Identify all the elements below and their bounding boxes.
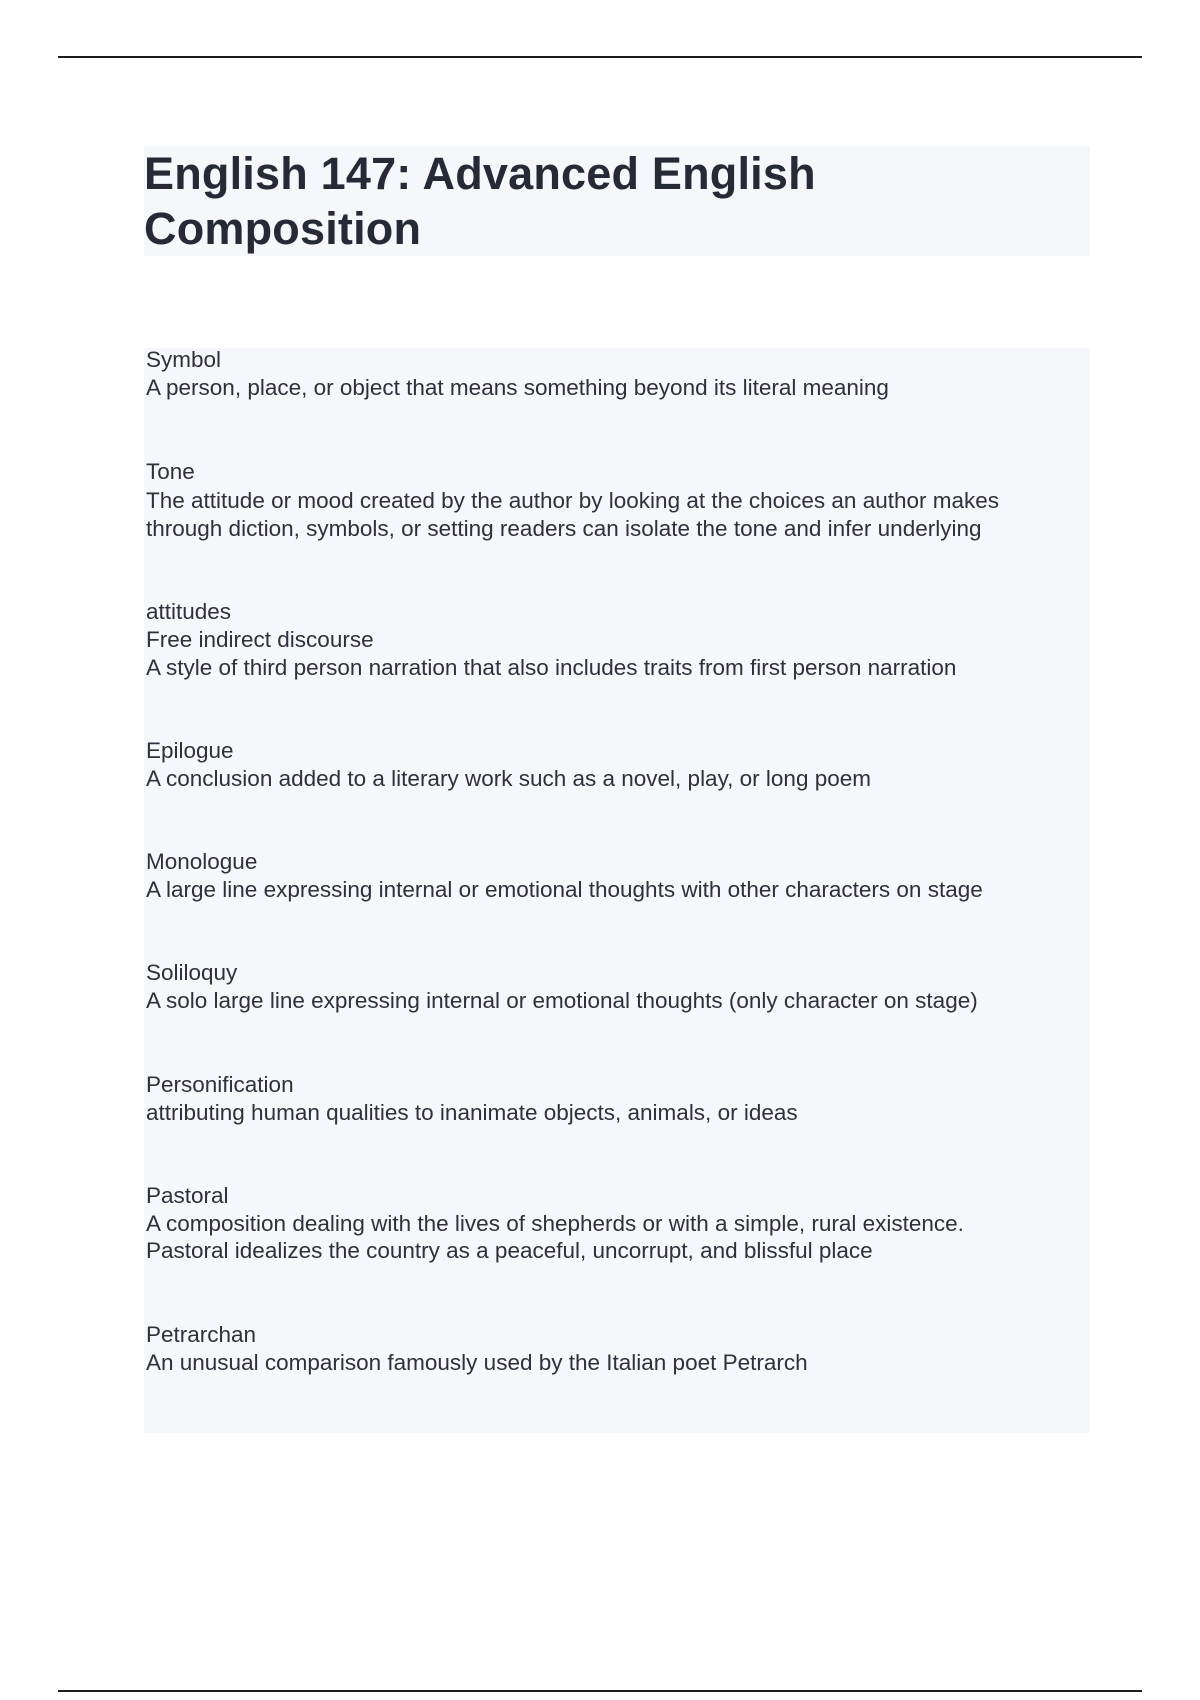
definition-free-indirect-discourse: A style of third person narration that also includes traits from first person narration bbox=[146, 655, 957, 680]
term-free-indirect-discourse: Free indirect discourse bbox=[146, 627, 374, 652]
term-epilogue: Epilogue bbox=[146, 738, 234, 763]
definition-pastoral-line-1: A composition dealing with the lives of shepherds or with a simple, rural existence. bbox=[146, 1211, 964, 1236]
term-symbol: Symbol bbox=[146, 347, 222, 372]
page-title bbox=[144, 146, 1090, 256]
definition-tone-line-2: through diction, symbols, or setting readers can isolate the tone and infer underlying bbox=[146, 516, 982, 541]
definition-petrarchan: An unusual comparison famously used by the Italian poet Petrarch bbox=[146, 1350, 808, 1375]
page-title-line-1: English 147: Advanced English bbox=[144, 148, 816, 199]
term-monologue: Monologue bbox=[146, 849, 258, 874]
term-personification: Personification bbox=[146, 1072, 294, 1097]
term-pastoral: Pastoral bbox=[146, 1183, 229, 1208]
title-band bbox=[144, 146, 1090, 256]
page-title-line-2: Composition bbox=[144, 203, 422, 254]
definition-monologue: A large line expressing internal or emotional thoughts with other characters on stage bbox=[146, 877, 983, 902]
top-rule bbox=[58, 56, 1142, 58]
term-petrarchan: Petrarchan bbox=[146, 1322, 257, 1347]
term-soliloquy: Soliloquy bbox=[146, 960, 238, 985]
definition-personification: attributing human qualities to inanimate objects, animals, or ideas bbox=[146, 1100, 798, 1125]
definition-soliloquy: A solo large line expressing internal or emotional thoughts (only character on stage) bbox=[146, 988, 978, 1013]
definition-epilogue: A conclusion added to a literary work such as a novel, play, or long poem bbox=[146, 766, 871, 791]
bottom-rule bbox=[58, 1690, 1142, 1692]
definition-symbol: A person, place, or object that means something beyond its literal meaning bbox=[146, 375, 889, 400]
definition-tone-line-3: attitudes bbox=[146, 599, 232, 624]
term-tone: Tone bbox=[146, 459, 195, 484]
definition-tone-line-1: The attitude or mood created by the author by looking at the choices an author makes bbox=[146, 488, 1000, 513]
definition-pastoral-line-2: Pastoral idealizes the country as a peaceful, uncorrupt, and blissful place bbox=[146, 1238, 873, 1263]
